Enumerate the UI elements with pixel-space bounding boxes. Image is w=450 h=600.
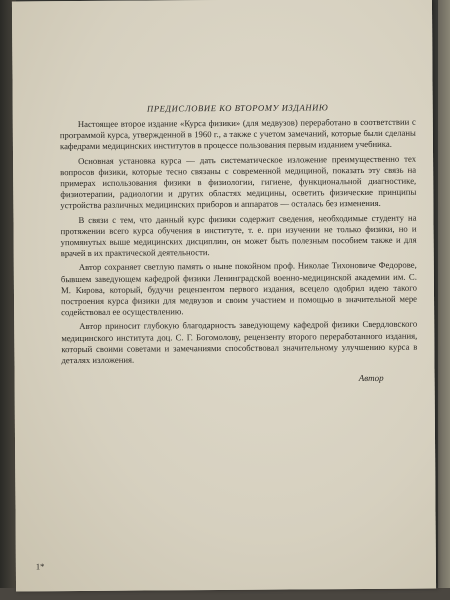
page-marker: 1* — [35, 561, 45, 572]
author-signature: Автор — [358, 373, 384, 384]
paragraph-2: Основная установка курса — дать систематическое изложение преимущественно тех вопросов физики, которые тесно связаны с современной медициной, показать эту связь на примерах использования физики в физиологии, гигиене, функциональной диагностике, физиотерапии, радиологии и других областях медицины, осветить физические принципы устройства различных медицинских приборов и аппаратов — осталась без изменения. — [60, 153, 417, 211]
preface-title: ПРЕДИСЛОВИЕ КО ВТОРОМУ ИЗДАНИЮ — [146, 102, 329, 114]
paragraph-4: Автор сохраняет светлую память о ныне покойном проф. Николае Тихоновиче Федорове, бывшем заведующем кафедрой физики Ленинградской военно-медицинской академии им. С. М. Кирова, который, будучи рецензентом первого издания, всецело одобрил идею такого построения курса физики для медвузов и своим участием и помощью в значительной мере содействовал ее осуществлению. — [60, 260, 418, 318]
paragraph-3: В связи с тем, что данный курс физики содержит сведения, необходимые студенту на протяжении всего курса обучения в институте, т. е. при изучении не только физики, но и упомянутых выше медицинских дисциплин, он может быть полезным пособием также и для врачей в их практической деятельности. — [60, 212, 417, 259]
page-text-block — [59, 102, 418, 387]
paragraph-5: Автор приносит глубокую благодарность заведующему кафедрой физики Свердловского медицинского института доц. С. Г. Богомолову, рецензенту второго переработанного издания, который своими советами и замечаниями способствовал значительному улучшению курса в деталях изложения. — [61, 319, 418, 366]
book-page — [12, 0, 436, 591]
paragraph-1: Настоящее второе издание «Курса физики» (для медвузов) переработано в соответствии с программой курса, утвержденной в 1960 г., а также с учетом замечаний, которые были сделаны кафедрами медицинских институтов в процессе пользования первым изданием учебника. — [59, 116, 416, 152]
background-right-edge — [438, 0, 450, 600]
